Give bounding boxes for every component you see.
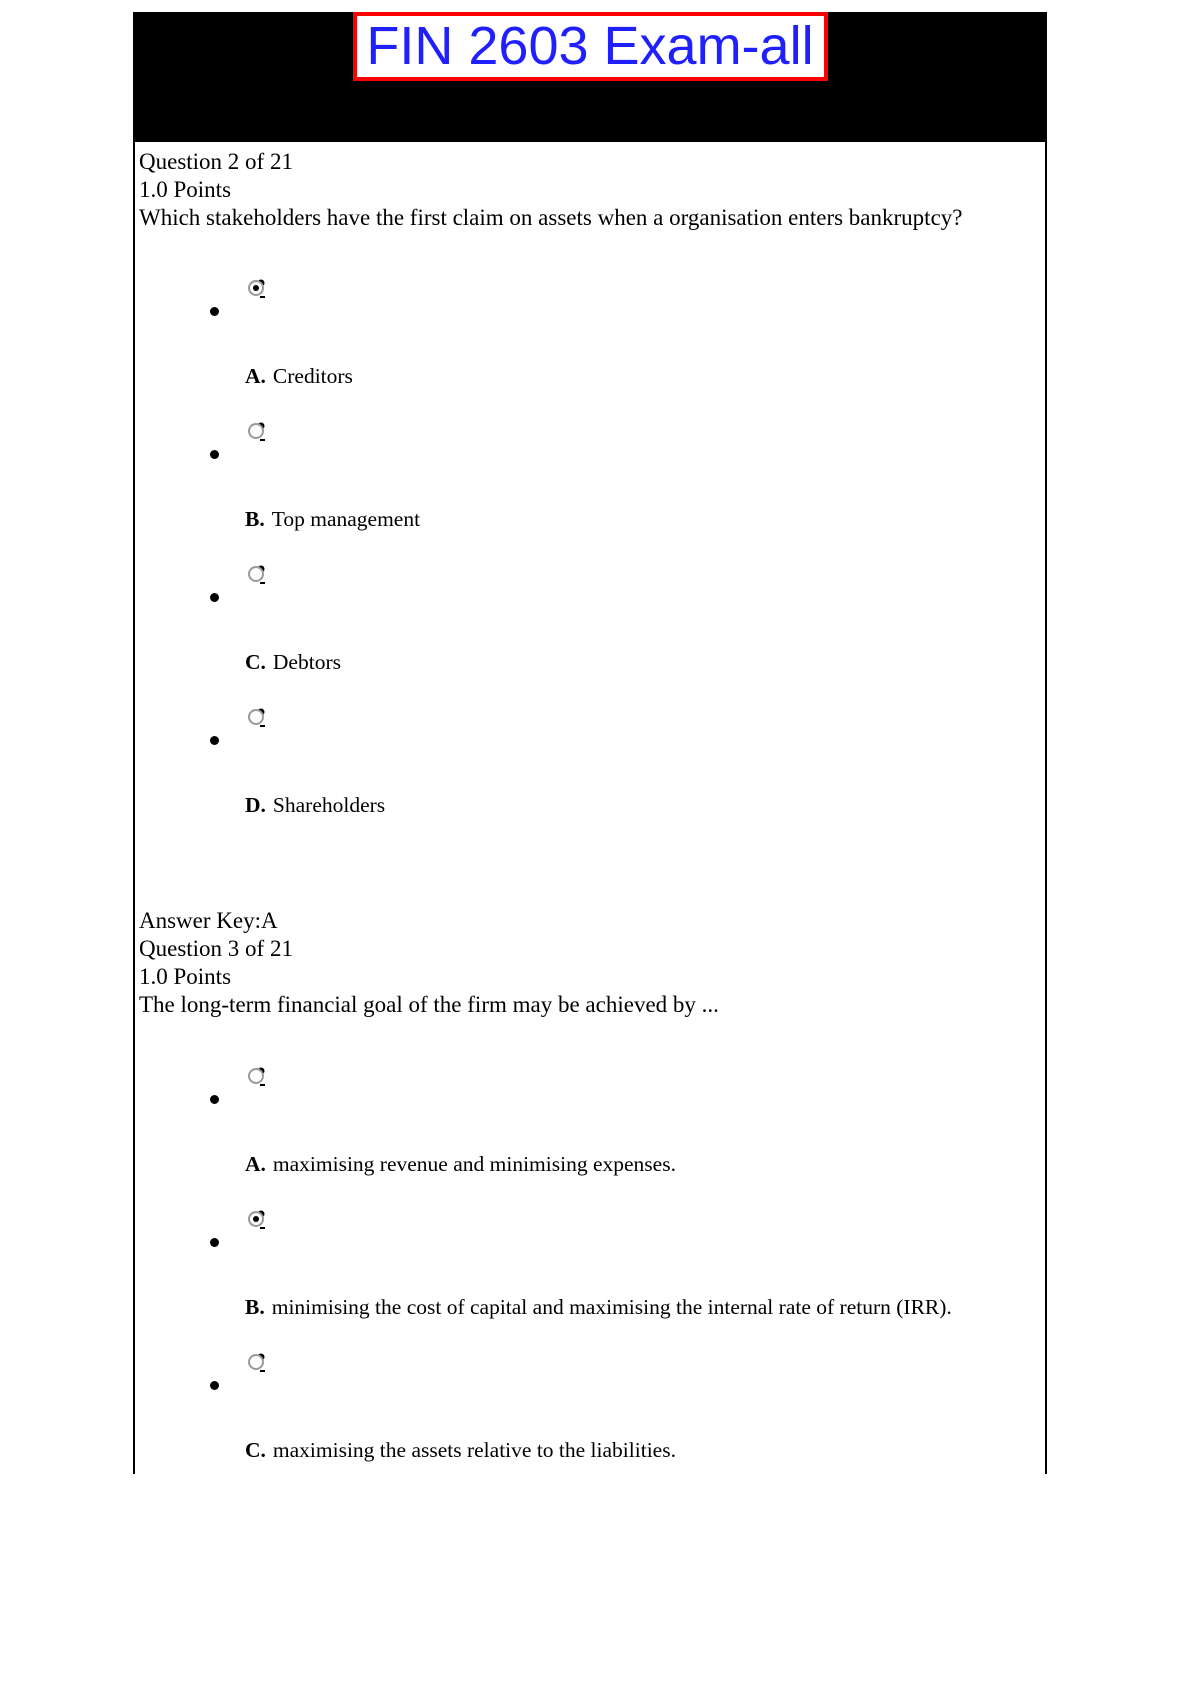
option-letter: A. bbox=[245, 364, 266, 388]
header-banner bbox=[135, 12, 1045, 142]
radio-button[interactable] bbox=[248, 280, 264, 296]
radio-button[interactable] bbox=[248, 709, 264, 725]
question-prompt: Which stakeholders have the first claim on assets when a organisation enters bankruptcy? bbox=[139, 205, 963, 230]
option-letter: C. bbox=[245, 1438, 266, 1462]
option-letter: A. bbox=[245, 1152, 266, 1176]
answer-option bbox=[135, 280, 1045, 423]
option-label bbox=[245, 1437, 676, 1463]
bullet-marker bbox=[210, 1095, 219, 1104]
option-label bbox=[245, 792, 385, 818]
exam-title-box bbox=[353, 12, 828, 81]
option-text: maximising revenue and minimising expenses. bbox=[272, 1152, 676, 1176]
bullet-marker bbox=[210, 593, 219, 602]
option-text: Top management bbox=[271, 507, 421, 531]
answer-option bbox=[135, 423, 1045, 566]
option-letter: D. bbox=[245, 793, 266, 817]
question-3-options bbox=[135, 1068, 1045, 1474]
bullet-marker bbox=[210, 450, 219, 459]
option-letter: B. bbox=[245, 1295, 265, 1319]
option-text: Shareholders bbox=[272, 793, 386, 817]
question-number: Question 3 of 21 bbox=[139, 936, 293, 961]
question-points: 1.0 Points bbox=[139, 177, 232, 202]
bullet-marker bbox=[210, 307, 219, 316]
option-text: maximising the assets relative to the liabilities. bbox=[272, 1438, 676, 1462]
answer-option bbox=[135, 1211, 1045, 1354]
option-text: minimising the cost of capital and maximising the internal rate of return (IRR). bbox=[271, 1295, 952, 1319]
option-text: Creditors bbox=[272, 364, 353, 388]
question-prompt: The long-term financial goal of the firm may be achieved by ... bbox=[139, 992, 719, 1017]
answer-key: Answer Key:A bbox=[139, 908, 278, 933]
question-2-header-block bbox=[135, 148, 1045, 232]
exam-title: FIN 2603 Exam-all bbox=[366, 16, 814, 76]
question-3-header-block bbox=[135, 907, 1045, 1019]
radio-button[interactable] bbox=[248, 1068, 264, 1084]
answer-option bbox=[135, 566, 1045, 709]
answer-option bbox=[135, 1068, 1045, 1211]
radio-button[interactable] bbox=[248, 423, 264, 439]
radio-button[interactable] bbox=[248, 566, 264, 582]
answer-option bbox=[135, 1354, 1045, 1474]
option-label bbox=[245, 649, 341, 675]
radio-button[interactable] bbox=[248, 1354, 264, 1370]
option-label bbox=[245, 1151, 676, 1177]
bullet-marker bbox=[210, 736, 219, 745]
option-label bbox=[245, 1294, 952, 1320]
option-letter: B. bbox=[245, 507, 265, 531]
bullet-marker bbox=[210, 1381, 219, 1390]
question-2-options bbox=[135, 280, 1045, 852]
bullet-marker bbox=[210, 1238, 219, 1247]
radio-button[interactable] bbox=[248, 1211, 264, 1227]
option-label bbox=[245, 506, 420, 532]
question-points: 1.0 Points bbox=[139, 964, 232, 989]
option-label bbox=[245, 363, 353, 389]
quiz-sheet bbox=[133, 12, 1047, 1474]
question-number: Question 2 of 21 bbox=[139, 149, 293, 174]
option-letter: C. bbox=[245, 650, 266, 674]
option-text: Debtors bbox=[272, 650, 341, 674]
answer-option bbox=[135, 709, 1045, 852]
